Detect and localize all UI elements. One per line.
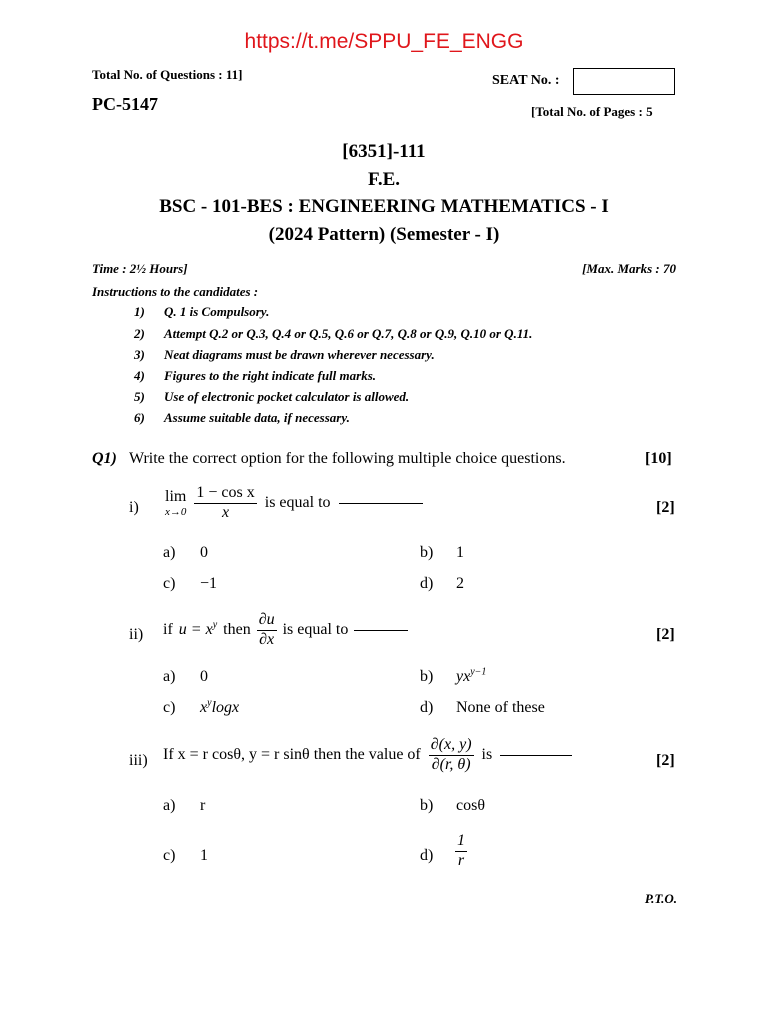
fraction-denominator: ∂x [259, 630, 275, 648]
option-label: d) [420, 575, 434, 592]
option-fraction [455, 833, 467, 870]
question-number: ii) [129, 626, 144, 643]
fraction-numerator: 1 − cos x [194, 485, 256, 504]
option-tail: logx [211, 699, 240, 716]
question-marks: [2] [656, 626, 675, 643]
option-text [456, 668, 486, 686]
limit-subscript: x→0 [165, 505, 187, 518]
option-text: 1 [456, 544, 464, 561]
option-text: 0 [200, 544, 208, 561]
option-label: d) [420, 847, 434, 864]
q1-marks: [10] [645, 450, 672, 467]
instruction-num: 3) [134, 347, 145, 362]
instruction-num: 5) [134, 389, 145, 404]
instruction-num: 4) [134, 368, 145, 383]
q1-label: Q1) [92, 450, 117, 467]
fraction-denominator: r [457, 851, 465, 869]
instruction-num: 6) [134, 410, 145, 425]
pattern-semester: (2024 Pattern) (Semester - I) [268, 224, 500, 245]
paper-code: PC-5147 [92, 94, 158, 114]
max-marks: [Max. Marks : 70 [582, 261, 676, 276]
question-text: If x = r cosθ, y = r sinθ then the value of [163, 746, 421, 764]
option-text: r [200, 797, 206, 814]
option-label: a) [163, 668, 176, 685]
question-number: i) [129, 499, 139, 516]
answer-blank [500, 755, 572, 756]
question-text: is [481, 746, 493, 764]
instruction-text: Use of electronic pocket calculator is allowed. [164, 389, 410, 404]
option-text: None of these [456, 699, 545, 716]
instruction-num: 1) [134, 304, 145, 319]
fraction-denominator: ∂(r, θ) [431, 755, 471, 773]
seat-label: SEAT No. : [492, 73, 560, 88]
equation [179, 621, 217, 639]
question-stem [163, 612, 408, 649]
answer-blank [354, 630, 408, 631]
page-turn-note: P.T.O. [644, 891, 677, 906]
option-label: b) [420, 797, 434, 814]
fraction [257, 612, 277, 649]
instruction-text: Q. 1 is Compulsory. [164, 304, 270, 319]
question-marks: [2] [656, 752, 675, 769]
fraction [455, 833, 467, 870]
limit-expression [165, 489, 186, 518]
fraction [194, 485, 256, 522]
option-label: c) [163, 575, 176, 592]
instruction-text: Figures to the right indicate full marks. [164, 368, 377, 383]
question-text: if [163, 621, 173, 639]
fraction-numerator: 1 [455, 833, 467, 852]
fraction-numerator: ∂(x, y) [429, 737, 474, 756]
question-marks: [2] [656, 499, 675, 516]
option-text: 2 [456, 575, 464, 592]
subject-title: BSC - 101-BES : ENGINEERING MATHEMATICS - I [159, 196, 609, 217]
option-base: x [200, 699, 208, 716]
seat-number-box[interactable] [573, 68, 675, 95]
question-stem [165, 485, 423, 522]
course-name: F.E. [367, 169, 401, 190]
option-label: b) [420, 668, 434, 685]
time-allowed: Time : 2½ Hours] [92, 261, 188, 276]
option-label: c) [163, 699, 176, 716]
question-number: iii) [129, 752, 148, 769]
option-text: cosθ [456, 797, 485, 814]
exam-code: [6351]-111 [342, 141, 426, 162]
total-pages: [Total No. of Pages : 5 [531, 104, 653, 119]
equation-base: u = x [178, 621, 213, 639]
option-label: a) [163, 797, 176, 814]
question-text: is equal to [264, 494, 331, 512]
option-text: 1 [200, 847, 208, 864]
option-exponent: y−1 [470, 666, 487, 678]
option-base: yx [456, 668, 471, 685]
option-text: 0 [200, 668, 208, 685]
question-text: is equal to [282, 621, 349, 639]
limit-word: lim [165, 487, 187, 505]
instruction-text: Assume suitable data, if necessary. [164, 410, 350, 425]
option-label: a) [163, 544, 176, 561]
telegram-link[interactable]: https://t.me/SPPU_FE_ENGG [244, 30, 524, 53]
option-exponent: y [207, 697, 212, 709]
option-text [200, 699, 239, 717]
option-label: b) [420, 544, 434, 561]
option-text: −1 [200, 575, 218, 592]
question-text: then [223, 621, 251, 639]
instructions-title: Instructions to the candidates : [92, 284, 259, 299]
equation-exponent: y [212, 619, 218, 631]
fraction-numerator: ∂u [257, 612, 277, 631]
instruction-num: 2) [134, 326, 145, 341]
instruction-text: Neat diagrams must be drawn wherever necessary. [164, 347, 435, 362]
instruction-text: Attempt Q.2 or Q.3, Q.4 or Q.5, Q.6 or Q.7, Q.8 or Q.9, Q.10 or Q.11. [164, 326, 533, 341]
fraction-denominator: x [222, 503, 230, 521]
fraction [429, 737, 474, 774]
option-label: c) [163, 847, 176, 864]
total-questions: Total No. of Questions : 11] [92, 67, 243, 82]
question-stem [163, 737, 572, 774]
option-label: d) [420, 699, 434, 716]
answer-blank [339, 503, 423, 504]
q1-text: Write the correct option for the following multiple choice questions. [129, 450, 566, 467]
